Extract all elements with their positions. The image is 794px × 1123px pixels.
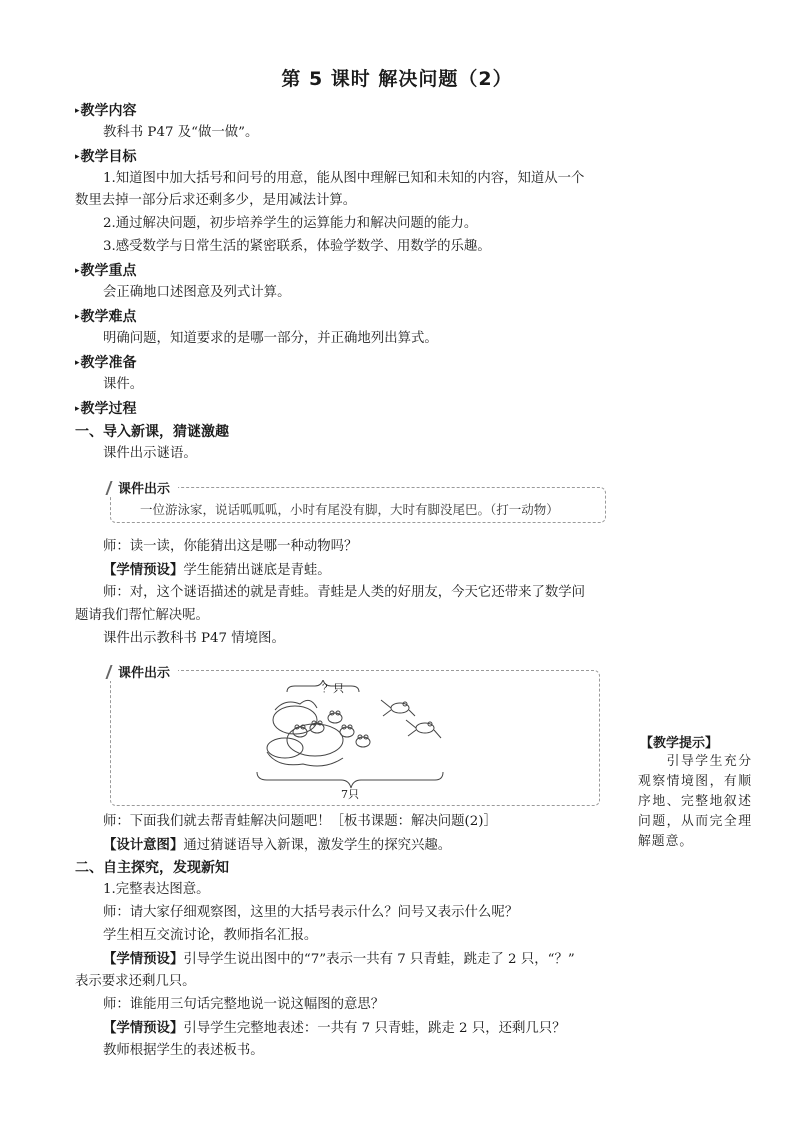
- section-teaching-content: ▸ 教学内容: [75, 100, 137, 120]
- jumping-frog-icon: [406, 720, 441, 738]
- frog-icon: [293, 725, 307, 737]
- part-1-line-4a: 师：对，这个谜语描述的就是青蛙。青蛙是人类的好朋友，今天它还带来了数学问: [103, 585, 586, 600]
- part-2-line-7: 教师根据学生的表述板书。: [103, 1043, 264, 1058]
- total-label: 7只: [341, 788, 359, 801]
- key-text: 会正确地口述图意及列式计算。: [103, 285, 291, 300]
- sidebar-body: 引导学生充分观察情境图，有顺序地、完整地叙述问题，从而完全理解题意。: [638, 754, 752, 849]
- part-2-line-4b: 表示要求还剩几只。: [75, 974, 196, 989]
- section-difficulties: ▸ 教学难点: [75, 306, 137, 326]
- scene-box-tag: 课件出示: [108, 662, 178, 681]
- goal-1-line-1: 1.知道图中加大括号和问号的用意，能从图中理解已知和未知的内容，知道从一个: [103, 171, 585, 186]
- preset-tag: 【学情预设】: [103, 951, 184, 967]
- frog-icon: [340, 725, 354, 737]
- content-text: 教科书 P47 及“做一做”。: [103, 125, 259, 140]
- part-2-line-6: 【学情预设】引导学生完整地表述：一共有 7 只青蛙，跳走 2 只，还剩几只？: [103, 1020, 566, 1036]
- question-label: ？只: [322, 682, 344, 695]
- part-2-line-4a: 【学情预设】引导学生说出图中的“7”表示一共有 7 只青蛙，跳走了 2 只，“？”: [103, 951, 575, 967]
- lotus-leaf: [267, 738, 303, 758]
- design-intent-tag: 【设计意图】: [103, 837, 184, 853]
- page-title: 第 5 课时 解决问题（2）: [281, 68, 513, 90]
- part-1-line-2: 师：读一读，你能猜出这是哪一种动物吗？: [103, 539, 358, 554]
- preset-tag: 【学情预设】: [103, 1020, 184, 1036]
- goal-2: 2.通过解决问题，初步培养学生的运算能力和解决问题的能力。: [103, 216, 478, 231]
- part-1-line-7: 【设计意图】通过猜谜语导入新课，激发学生的探究兴趣。: [103, 837, 452, 853]
- difficulty-text: 明确问题，知道要求的是哪一部分，并正确地列出算式。: [103, 331, 438, 346]
- part-1-line-3: 【学情预设】学生能猜出谜底是青蛙。: [103, 562, 331, 578]
- frog-icon: [328, 711, 342, 723]
- riddle-text: 一位游泳家，说话呱呱呱，小时有尾没有脚，大时有脚没尾巴。（打一动物）: [140, 502, 559, 517]
- part-1-line-1: 课件出示谜语。: [103, 446, 197, 461]
- part-2-heading: 二、自主探究，发现新知: [75, 860, 229, 876]
- part-2-line-3: 学生相互交流讨论，教师指名汇报。: [103, 928, 318, 943]
- part-2-line-1: 1.完整表达图意。: [103, 882, 210, 897]
- water-line: [267, 752, 343, 766]
- section-preparation: ▸ 教学准备: [75, 352, 137, 372]
- sidebar-title: 【教学提示】: [640, 736, 719, 751]
- goal-1-line-2: 数里去掉一部分后求还剩多少，是用减法计算。: [75, 193, 357, 208]
- part-1-heading: 一、导入新课，猜谜激趣: [75, 424, 229, 440]
- preset-tag: 【学情预设】: [103, 562, 184, 578]
- part-1-line-4b: 题请我们帮忙解决呢。: [75, 608, 209, 623]
- part-1-line-6: 师：下面我们就去帮青蛙解决问题吧！［板书课题：解决问题(2)］: [103, 814, 497, 829]
- part-2-line-2: 师：请大家仔细观察图，这里的大括号表示什么？问号又表示什么呢？: [103, 905, 519, 920]
- goal-3: 3.感受数学与日常生活的紧密联系，体验学数学、用数学的乐趣。: [103, 239, 491, 254]
- part-2-line-5: 师：谁能用三句话完整地说一说这幅图的意思？: [103, 997, 385, 1012]
- prep-text: 课件。: [103, 377, 144, 392]
- frog-icon: [356, 735, 370, 747]
- section-teaching-process: ▸ 教学过程: [75, 398, 137, 418]
- part-1-line-5: 课件出示教科书 P47 情境图。: [103, 631, 285, 646]
- riddle-box-tag: 课件出示: [108, 478, 178, 497]
- frog-scene-illustration: [255, 680, 455, 795]
- jumping-frog-icon: [381, 700, 415, 716]
- section-teaching-goals: ▸ 教学目标: [75, 146, 137, 166]
- section-key-points: ▸ 教学重点: [75, 260, 137, 280]
- frog-icon: [310, 721, 324, 733]
